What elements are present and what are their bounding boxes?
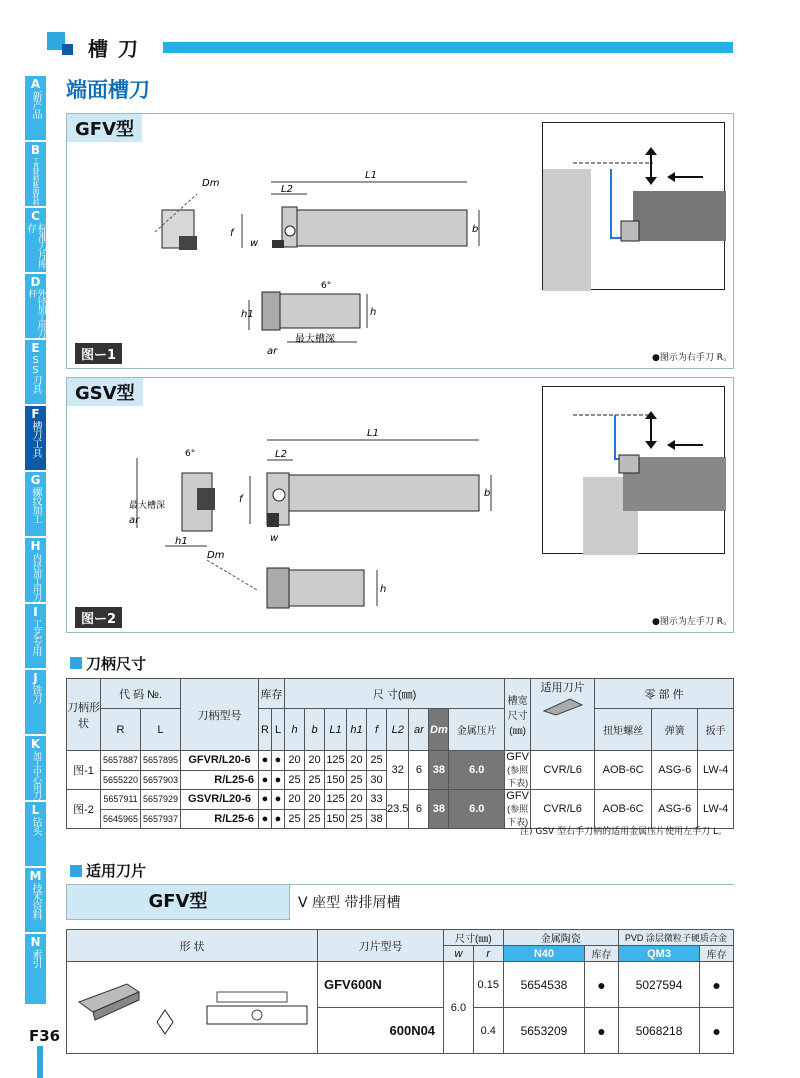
cell-ar: 6 bbox=[409, 790, 429, 829]
section-square-icon bbox=[70, 657, 82, 669]
col-cermet: 金属陶瓷 bbox=[503, 930, 618, 946]
cell-w: 6.0 bbox=[444, 962, 474, 1054]
panel-title: GSV型 bbox=[67, 378, 143, 406]
col-b: b bbox=[305, 709, 325, 751]
cell-stock-l: ● bbox=[272, 790, 285, 810]
cell-clamp: CVR/L6 bbox=[531, 790, 595, 829]
h1-label: h1 bbox=[175, 536, 188, 547]
tab-letter: L bbox=[31, 803, 40, 817]
inserts-heading: 适用刀片 bbox=[86, 862, 147, 880]
cell-dm: 38 bbox=[429, 751, 449, 790]
tab-text: 工艺专用 bbox=[30, 619, 41, 655]
gfv-machining-inset bbox=[542, 122, 725, 290]
figure-label: 图ー2 bbox=[75, 607, 122, 628]
col-l1: L1 bbox=[325, 709, 347, 751]
cell-h1: 20 bbox=[347, 790, 367, 810]
insert-type-badge: GFV型 bbox=[66, 884, 290, 920]
cell-stock-l: ● bbox=[272, 770, 285, 790]
cell-l1: 125 bbox=[325, 751, 347, 771]
col-stock: 库存 bbox=[259, 679, 285, 709]
col-pvd: PVD 涂层微粒子硬质合金 bbox=[618, 930, 733, 946]
header-bar bbox=[163, 42, 733, 53]
cell-l1: 150 bbox=[325, 809, 347, 829]
col-screw: 扭矩螺丝 bbox=[595, 709, 652, 751]
tab-text: 加工中心用刀 bbox=[31, 751, 41, 799]
cell-stock-r: ● bbox=[259, 809, 272, 829]
tab-letter: J bbox=[33, 671, 38, 685]
col-n40: N40 bbox=[503, 946, 584, 962]
cell-l1: 125 bbox=[325, 790, 347, 810]
cell-model: GFVR/L20-6 bbox=[181, 751, 259, 771]
page-number: F36 bbox=[29, 1027, 61, 1045]
tab-text: 槽刀工具 bbox=[30, 421, 41, 457]
cell-h1: 25 bbox=[347, 809, 367, 829]
gsv-figure-panel bbox=[66, 377, 734, 633]
col-h: h bbox=[285, 709, 305, 751]
table-row bbox=[67, 962, 734, 1008]
tab-letter: I bbox=[33, 605, 38, 619]
cell-r: 0.15 bbox=[473, 962, 503, 1008]
cell-b: 25 bbox=[305, 770, 325, 790]
col-l2: L2 bbox=[387, 709, 409, 751]
col-w: w bbox=[444, 946, 474, 962]
cell-w: 6.0 bbox=[449, 790, 505, 829]
tab-letter: D bbox=[30, 275, 41, 289]
cell-h: 20 bbox=[285, 790, 305, 810]
sidebar-tab-n[interactable] bbox=[25, 934, 46, 1004]
tab-letter: E bbox=[31, 341, 40, 355]
cell-model: 600N04 bbox=[318, 1008, 444, 1054]
cell-h1: 20 bbox=[347, 751, 367, 771]
col-h1: h1 bbox=[347, 709, 367, 751]
cell-screw: AOB-6C bbox=[595, 751, 652, 790]
col-wrench: 扳手 bbox=[698, 709, 734, 751]
h-label: h bbox=[380, 584, 387, 595]
cell-dm: 38 bbox=[429, 790, 449, 829]
sidebar-tab-e[interactable] bbox=[25, 340, 46, 404]
cell-stock-r: ● bbox=[259, 790, 272, 810]
cell-stock-2: ● bbox=[700, 1008, 734, 1054]
cell-code-l: 5657929 bbox=[141, 790, 181, 810]
sidebar-tab-d[interactable] bbox=[25, 274, 46, 338]
col-groove: 槽宽尺寸(㎜) bbox=[505, 679, 531, 751]
cell-model: GFV600N bbox=[318, 962, 444, 1008]
cell-code-r: 5657887 bbox=[101, 751, 141, 771]
col-stock-2: 库存 bbox=[700, 946, 734, 962]
tab-text: 内径加工用刀 bbox=[31, 553, 41, 601]
deg-label: 6° bbox=[185, 449, 196, 459]
tab-text: 外径加工用刀杆 bbox=[26, 289, 46, 337]
f-label: f bbox=[239, 494, 243, 505]
tab-letter: H bbox=[30, 539, 41, 553]
depth-label: 最大槽深 bbox=[129, 501, 166, 511]
tab-text: 螺纹加工 bbox=[30, 487, 41, 523]
insert-thumbnail-icon bbox=[540, 695, 586, 717]
cell-stock-2: ● bbox=[700, 962, 734, 1008]
tab-text: 新产品 bbox=[30, 91, 41, 118]
cell-f: 25 bbox=[367, 751, 387, 771]
cell-shape: 图-1 bbox=[67, 751, 101, 790]
tab-letter: F bbox=[31, 407, 40, 421]
col-code-l: L bbox=[141, 709, 181, 751]
l2-label: L2 bbox=[275, 449, 287, 460]
ar-label: ar bbox=[129, 515, 140, 526]
inserts-table bbox=[66, 929, 734, 1054]
cell-h: 25 bbox=[285, 770, 305, 790]
col-code: 代 码 №. bbox=[101, 679, 181, 709]
cell-b: 20 bbox=[305, 790, 325, 810]
tab-letter: C bbox=[31, 209, 40, 223]
cell-model: R/L25-6 bbox=[181, 770, 259, 790]
sidebar-tab-b[interactable] bbox=[25, 142, 46, 206]
cell-model: GSVR/L20-6 bbox=[181, 790, 259, 810]
col-model: 刀柄型号 bbox=[181, 679, 259, 751]
col-shape: 形 状 bbox=[67, 930, 318, 962]
insert-divider bbox=[290, 884, 734, 885]
holder-footnote: 注) GSV 型右手刀柄的适用金属压片使用左手刀 L。 bbox=[520, 827, 727, 837]
tab-text: 索引 bbox=[30, 949, 41, 967]
w-label: w bbox=[250, 238, 259, 249]
cell-ar: 6 bbox=[409, 751, 429, 790]
insert-name: GFV bbox=[506, 790, 529, 802]
sidebar-tab-h[interactable] bbox=[25, 538, 46, 602]
cell-stock-r: ● bbox=[259, 751, 272, 771]
dm-label: Dm bbox=[202, 178, 220, 189]
cell-l2: 23.5 bbox=[387, 790, 409, 829]
figure-note: ●图示为左手刀 R。 bbox=[652, 617, 732, 627]
insert-head-label: 适用刀片 bbox=[540, 682, 585, 694]
col-r: r bbox=[473, 946, 503, 962]
section-square-icon bbox=[70, 865, 82, 877]
h1-label: h1 bbox=[241, 309, 254, 320]
col-dm: Dm bbox=[429, 709, 449, 751]
l1-label: L1 bbox=[365, 170, 377, 181]
insert-drawing bbox=[67, 962, 317, 1050]
cell-qm3: 5068218 bbox=[618, 1008, 699, 1054]
sidebar-tab-g[interactable] bbox=[25, 472, 46, 536]
col-parts: 零 部 件 bbox=[595, 679, 734, 709]
insert-drawing-cell bbox=[67, 962, 318, 1054]
cell-qm3: 5027594 bbox=[618, 962, 699, 1008]
tab-text: SS刀具 bbox=[30, 355, 41, 393]
insert-name: GFV bbox=[506, 751, 529, 763]
col-dims: 尺 寸(㎜) bbox=[285, 679, 505, 709]
col-dims: 尺寸(㎜) bbox=[444, 930, 504, 946]
sidebar-tab-j[interactable] bbox=[25, 670, 46, 734]
table-row bbox=[67, 790, 734, 810]
cell-code-l: 5657895 bbox=[141, 751, 181, 771]
page-header-title: 槽刀 bbox=[88, 37, 148, 61]
cell-stock-l: ● bbox=[272, 751, 285, 771]
tab-text: 标准刀片库存 bbox=[25, 223, 46, 268]
b-label: b bbox=[472, 224, 479, 235]
holder-dimensions-heading: 刀柄尺寸 bbox=[86, 655, 147, 673]
cell-screw: AOB-6C bbox=[595, 790, 652, 829]
col-code-r: R bbox=[101, 709, 141, 751]
w-label: w bbox=[270, 533, 279, 544]
tab-text: 工具材料帐面材料 bbox=[32, 157, 40, 205]
sidebar bbox=[25, 76, 46, 1078]
col-f: f bbox=[367, 709, 387, 751]
cell-b: 25 bbox=[305, 809, 325, 829]
col-stock-r: R bbox=[259, 709, 272, 751]
cell-stock-1: ● bbox=[585, 962, 619, 1008]
gsv-machining-inset bbox=[542, 386, 725, 554]
section-title: 端面槽刀 bbox=[66, 78, 150, 102]
ar-label: ar bbox=[267, 346, 278, 357]
cell-h: 25 bbox=[285, 809, 305, 829]
figure-note: ●图示为右手刀 R。 bbox=[652, 353, 732, 363]
h-label: h bbox=[370, 307, 377, 318]
gsv-holder-drawing bbox=[67, 378, 537, 634]
col-stock-1: 库存 bbox=[585, 946, 619, 962]
gfv-figure-panel bbox=[66, 113, 734, 369]
tab-letter: M bbox=[29, 869, 42, 883]
dm-label: Dm bbox=[207, 550, 225, 561]
insert-type-desc: V 座型 带排屑槽 bbox=[298, 895, 401, 911]
cell-spring: ASG-6 bbox=[652, 790, 698, 829]
cell-model: R/L25-6 bbox=[181, 809, 259, 829]
sidebar-tab-f[interactable] bbox=[25, 406, 46, 470]
cell-wrench: LW-4 bbox=[698, 790, 734, 829]
cell-stock-l: ● bbox=[272, 809, 285, 829]
sidebar-tab-k[interactable] bbox=[25, 736, 46, 800]
figure-label: 图ー1 bbox=[75, 343, 122, 364]
tab-letter: A bbox=[30, 77, 41, 91]
l2-label: L2 bbox=[281, 184, 293, 195]
l1-label: L1 bbox=[367, 428, 379, 439]
f-label: f bbox=[230, 228, 234, 239]
table-row bbox=[67, 751, 734, 771]
gfv-holder-drawing bbox=[67, 114, 537, 370]
page-number-bar bbox=[37, 1046, 43, 1078]
cell-code-l: 5657937 bbox=[141, 809, 181, 829]
cell-clamp: CVR/L6 bbox=[531, 751, 595, 790]
tab-letter: K bbox=[30, 737, 41, 751]
deg-label: 6° bbox=[321, 281, 332, 291]
insert-note: (参照下表) bbox=[507, 765, 529, 788]
col-spring: 弹簧 bbox=[652, 709, 698, 751]
col-model: 刀片型号 bbox=[318, 930, 444, 962]
cell-h1: 25 bbox=[347, 770, 367, 790]
panel-title: GFV型 bbox=[67, 114, 142, 142]
col-clamp: 金属压片 bbox=[449, 709, 505, 751]
cell-code-r: 5645965 bbox=[101, 809, 141, 829]
cell-insert bbox=[505, 790, 531, 829]
holder-dimensions-table bbox=[66, 678, 734, 829]
cell-code-r: 5657911 bbox=[101, 790, 141, 810]
cell-code-r: 5655220 bbox=[101, 770, 141, 790]
sidebar-tab-c[interactable] bbox=[25, 208, 46, 272]
header-square-icon-2 bbox=[62, 44, 73, 55]
sidebar-tab-m[interactable] bbox=[25, 868, 46, 932]
tab-text: 钻头 bbox=[30, 817, 41, 835]
cell-h: 20 bbox=[285, 751, 305, 771]
cell-f: 33 bbox=[367, 790, 387, 810]
tab-letter: G bbox=[30, 473, 41, 487]
cell-b: 20 bbox=[305, 751, 325, 771]
cell-l1: 150 bbox=[325, 770, 347, 790]
cell-r: 0.4 bbox=[473, 1008, 503, 1054]
cell-n40: 5654538 bbox=[503, 962, 584, 1008]
cell-shape: 图-2 bbox=[67, 790, 101, 829]
col-shape: 刀柄形状 bbox=[67, 679, 101, 751]
tab-letter: N bbox=[30, 935, 41, 949]
cell-wrench: LW-4 bbox=[698, 751, 734, 790]
tab-text: 技术资料 bbox=[30, 883, 41, 919]
cell-spring: ASG-6 bbox=[652, 751, 698, 790]
tab-letter: B bbox=[30, 143, 41, 157]
cell-l2: 32 bbox=[387, 751, 409, 790]
sidebar-tab-l[interactable] bbox=[25, 802, 46, 866]
insert-note: (参照下表) bbox=[507, 804, 529, 827]
cell-insert bbox=[505, 751, 531, 790]
cell-code-l: 5657903 bbox=[141, 770, 181, 790]
depth-label: 最大槽深 bbox=[295, 334, 335, 345]
cell-w: 6.0 bbox=[449, 751, 505, 790]
sidebar-tab-i[interactable] bbox=[25, 604, 46, 668]
col-stock-l: L bbox=[272, 709, 285, 751]
cell-f: 38 bbox=[367, 809, 387, 829]
cell-n40: 5653209 bbox=[503, 1008, 584, 1054]
col-ar: ar bbox=[409, 709, 429, 751]
cell-stock-r: ● bbox=[259, 770, 272, 790]
sidebar-tab-a[interactable] bbox=[25, 76, 46, 140]
col-qm3: QM3 bbox=[618, 946, 699, 962]
tab-text: 铣刀 bbox=[30, 685, 41, 703]
b-label: b bbox=[484, 488, 491, 499]
cell-f: 30 bbox=[367, 770, 387, 790]
col-insert bbox=[531, 679, 595, 751]
cell-stock-1: ● bbox=[585, 1008, 619, 1054]
